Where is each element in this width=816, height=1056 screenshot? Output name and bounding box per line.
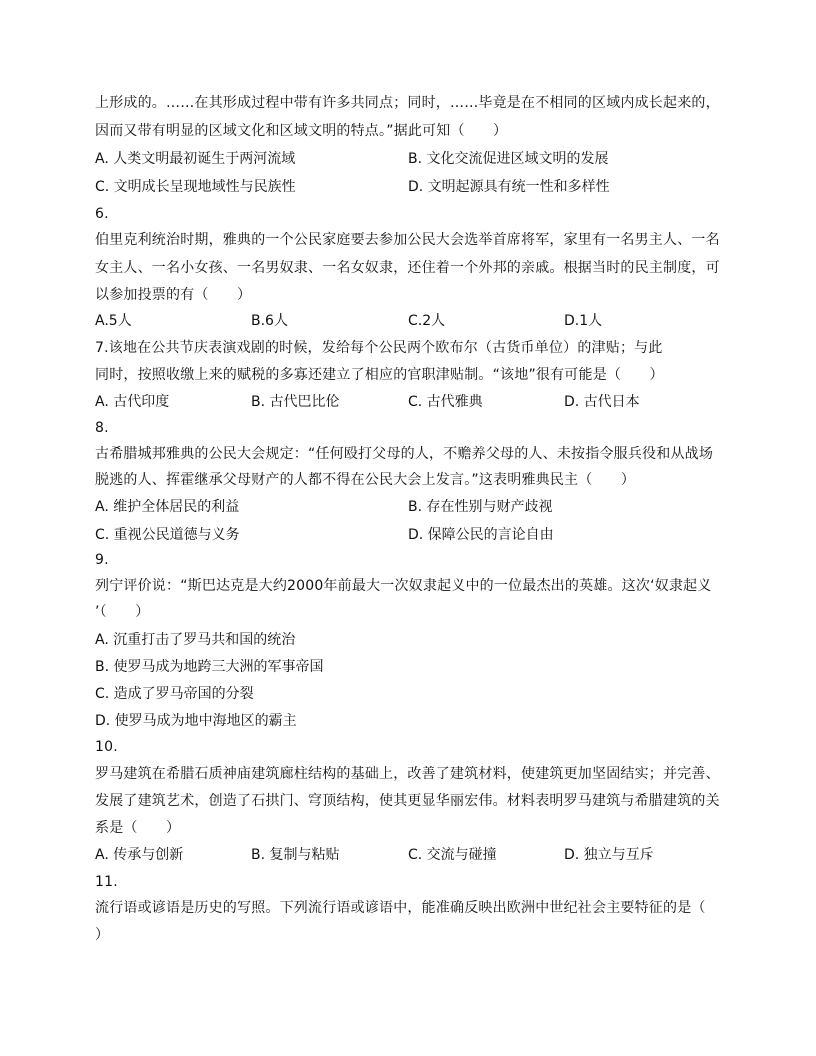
q9-option-a: A. 沉重打击了罗马共和国的统治 [95,632,296,648]
q5-option-b: B. 文化交流促进区域文明的发展 [408,151,609,167]
q11-number: 11. [95,874,118,890]
q5-stem-line-2: 因而又带有明显的区域文化和区域文明的特点。”据此可知（ ） [95,123,508,139]
q8-option-d: D. 保障公民的言论自由 [408,527,554,543]
q8-option-a: A. 维护全体居民的利益 [95,499,240,515]
q5-stem-line-1: 上形成的。……在其形成过程中带有许多共同点；同时，……毕竟是在不相同的区域内成长起来的， [95,95,720,111]
q6-option-a: A.5人 [95,313,132,329]
q8-option-c: C. 重视公民道德与义务 [95,527,240,543]
q9-option-b: B. 使罗马成为地跨三大洲的军事帝国 [95,659,324,675]
q9-stem-line-1: 列宁评价说：“斯巴达克是大约2000年前最大一次奴隶起义中的一位最杰出的英雄。这次‘奴隶起义 [95,578,712,594]
q9-option-d: D. 使罗马成为地中海地区的霸主 [95,713,297,729]
q8-number: 8. [95,420,109,436]
q9-stem-line-2: ’（ ） [95,604,150,620]
q6-stem-line-1: 伯里克利统治时期，雅典的一个公民家庭要去参加公民大会选举首席将军，家里有一名男主人、一名 [95,232,720,248]
q7-stem-line-2: 同时，按照收缴上来的赋税的多寡还建立了相应的官职津贴制。“该地”很有可能是（ ） [95,367,664,383]
q7-option-c: C. 古代雅典 [408,394,483,410]
q7-option-b: B. 古代巴比伦 [251,394,340,410]
q9-number: 9. [95,552,109,568]
q6-option-b: B.6人 [251,313,288,329]
q6-number: 6. [95,206,109,222]
q10-option-b: B. 复制与粘贴 [251,847,340,863]
q10-stem-line-1: 罗马建筑在希腊石质神庙建筑廊柱结构的基础上，改善了建筑材料，使建筑更加坚固结实；并完善、 [95,766,720,782]
q10-option-a: A. 传承与创新 [95,847,184,863]
q10-option-c: C. 交流与碰撞 [408,847,497,863]
q6-stem-line-2: 女主人、一名小女孩、一名男奴隶、一名女奴隶，还住着一个外邦的亲戚。根据当时的民主制度，可 [95,260,720,276]
q7-option-a: A. 古代印度 [95,394,170,410]
q8-stem-line-1: 古希腊城邦雅典的公民大会规定：“任何殴打父母的人，不赡养父母的人、未按指令服兵役和从战场 [95,446,714,462]
q7-option-d: D. 古代日本 [564,394,640,410]
q5-option-c: C. 文明成长呈现地域性与民族性 [95,179,296,195]
q11-stem-line-2: ） [95,927,110,943]
q7-stem-line-1: 7.该地在公共节庆表演戏剧的时候，发给每个公民两个欧布尔（古货币单位）的津贴；与此 [95,340,663,356]
q10-number: 10. [95,739,118,755]
q8-option-b: B. 存在性别与财产歧视 [408,499,553,515]
q6-option-d: D.1人 [564,313,603,329]
q9-option-c: C. 造成了罗马帝国的分裂 [95,686,254,702]
q5-option-d: D. 文明起源具有统一性和多样性 [408,179,610,195]
q5-option-a: A. 人类文明最初诞生于两河流域 [95,151,296,167]
q6-stem-line-3: 以参加投票的有（ ） [95,287,252,303]
q10-option-d: D. 独立与互斥 [564,847,654,863]
q10-stem-line-2: 发展了建筑艺术，创造了石拱门、穹顶结构，使其更显华丽宏伟。材料表明罗马建筑与希腊建筑的关 [95,793,720,809]
q6-option-c: C.2人 [408,313,446,329]
q11-stem-line-1: 流行语或谚语是历史的写照。下列流行语或谚语中，能准确反映出欧洲中世纪社会主要特征的是（ [95,900,706,916]
q8-stem-line-2: 脱逃的人、挥霍继承父母财产的人都不得在公民大会上发言。”这表明雅典民主（ ） [95,472,636,488]
q10-stem-line-3: 系是（ ） [95,820,181,836]
